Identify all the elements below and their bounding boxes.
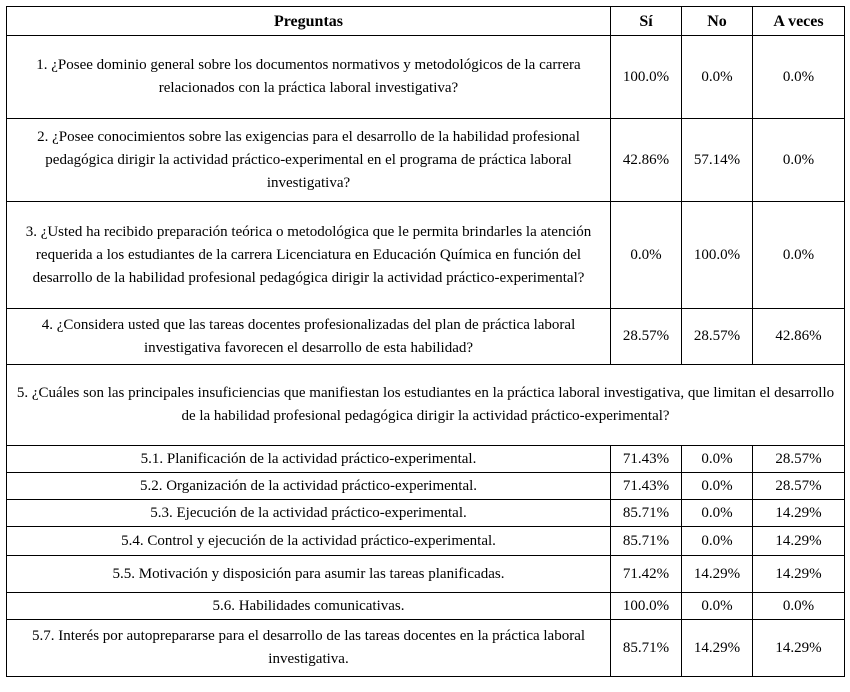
si-cell: 42.86% [611, 119, 682, 202]
table-row [7, 36, 845, 119]
a-veces-cell: 14.29% [753, 556, 845, 593]
si-cell: 85.71% [611, 527, 682, 556]
header-row [7, 7, 845, 36]
no-cell: 0.0% [682, 473, 753, 500]
header-a-veces: A veces [753, 7, 845, 36]
header-no: No [682, 7, 753, 36]
question-cell: 1. ¿Posee dominio general sobre los documentos normativos y metodológicos de la carrera relacionados con la práctica laboral investigativa? [7, 36, 611, 119]
table-row [7, 527, 845, 556]
table-row [7, 119, 845, 202]
si-cell: 71.43% [611, 473, 682, 500]
si-cell: 71.42% [611, 556, 682, 593]
table-row [7, 500, 845, 527]
section5-header-row [7, 365, 845, 446]
a-veces-cell: 0.0% [753, 593, 845, 620]
no-cell: 0.0% [682, 446, 753, 473]
header-si: Sí [611, 7, 682, 36]
si-cell: 71.43% [611, 446, 682, 473]
header-preguntas: Preguntas [7, 7, 611, 36]
question-cell: 3. ¿Usted ha recibido preparación teórica o metodológica que le permita brindarles la atención requerida a los estudiantes de la carrera Licenciatura en Educación Química en función del desarrollo de la habilidad profesional pedagógica dirigir la actividad práctico-experimental? [7, 202, 611, 309]
a-veces-cell: 0.0% [753, 202, 845, 309]
si-cell: 28.57% [611, 309, 682, 365]
table-row [7, 202, 845, 309]
question-cell: 5.4. Control y ejecución de la actividad práctico-experimental. [7, 527, 611, 556]
no-cell: 0.0% [682, 36, 753, 119]
question-cell: 5.5. Motivación y disposición para asumir las tareas planificadas. [7, 556, 611, 593]
no-cell: 0.0% [682, 593, 753, 620]
table-row [7, 473, 845, 500]
si-cell: 0.0% [611, 202, 682, 309]
table-row [7, 620, 845, 677]
no-cell: 0.0% [682, 500, 753, 527]
a-veces-cell: 14.29% [753, 620, 845, 677]
no-cell: 57.14% [682, 119, 753, 202]
no-cell: 28.57% [682, 309, 753, 365]
a-veces-cell: 0.0% [753, 119, 845, 202]
no-cell: 14.29% [682, 556, 753, 593]
no-cell: 14.29% [682, 620, 753, 677]
si-cell: 85.71% [611, 620, 682, 677]
a-veces-cell: 42.86% [753, 309, 845, 365]
a-veces-cell: 14.29% [753, 500, 845, 527]
a-veces-cell: 14.29% [753, 527, 845, 556]
section5-question-cell: 5. ¿Cuáles son las principales insuficiencias que manifiestan los estudiantes en la práctica laboral investigativa, que limitan el desarrollo de la habilidad profesional pedagógica dirigir la actividad práctico-experimental? [7, 365, 845, 446]
table-row [7, 593, 845, 620]
a-veces-cell: 0.0% [753, 36, 845, 119]
question-cell: 5.6. Habilidades comunicativas. [7, 593, 611, 620]
table-row [7, 556, 845, 593]
si-cell: 85.71% [611, 500, 682, 527]
a-veces-cell: 28.57% [753, 473, 845, 500]
a-veces-cell: 28.57% [753, 446, 845, 473]
table-row [7, 309, 845, 365]
table-row [7, 446, 845, 473]
no-cell: 0.0% [682, 527, 753, 556]
question-cell: 2. ¿Posee conocimientos sobre las exigencias para el desarrollo de la habilidad profesional pedagógica dirigir la actividad práctico-experimental en el programa de práctica laboral investigativa? [7, 119, 611, 202]
question-cell: 5.7. Interés por autoprepararse para el desarrollo de las tareas docentes en la práctica laboral investigativa. [7, 620, 611, 677]
no-cell: 100.0% [682, 202, 753, 309]
si-cell: 100.0% [611, 593, 682, 620]
survey-results-table [6, 6, 845, 677]
question-cell: 5.1. Planificación de la actividad práctico-experimental. [7, 446, 611, 473]
question-cell: 5.2. Organización de la actividad práctico-experimental. [7, 473, 611, 500]
si-cell: 100.0% [611, 36, 682, 119]
question-cell: 5.3. Ejecución de la actividad práctico-experimental. [7, 500, 611, 527]
question-cell: 4. ¿Considera usted que las tareas docentes profesionalizadas del plan de práctica laboral investigativa favorecen el desarrollo de esta habilidad? [7, 309, 611, 365]
